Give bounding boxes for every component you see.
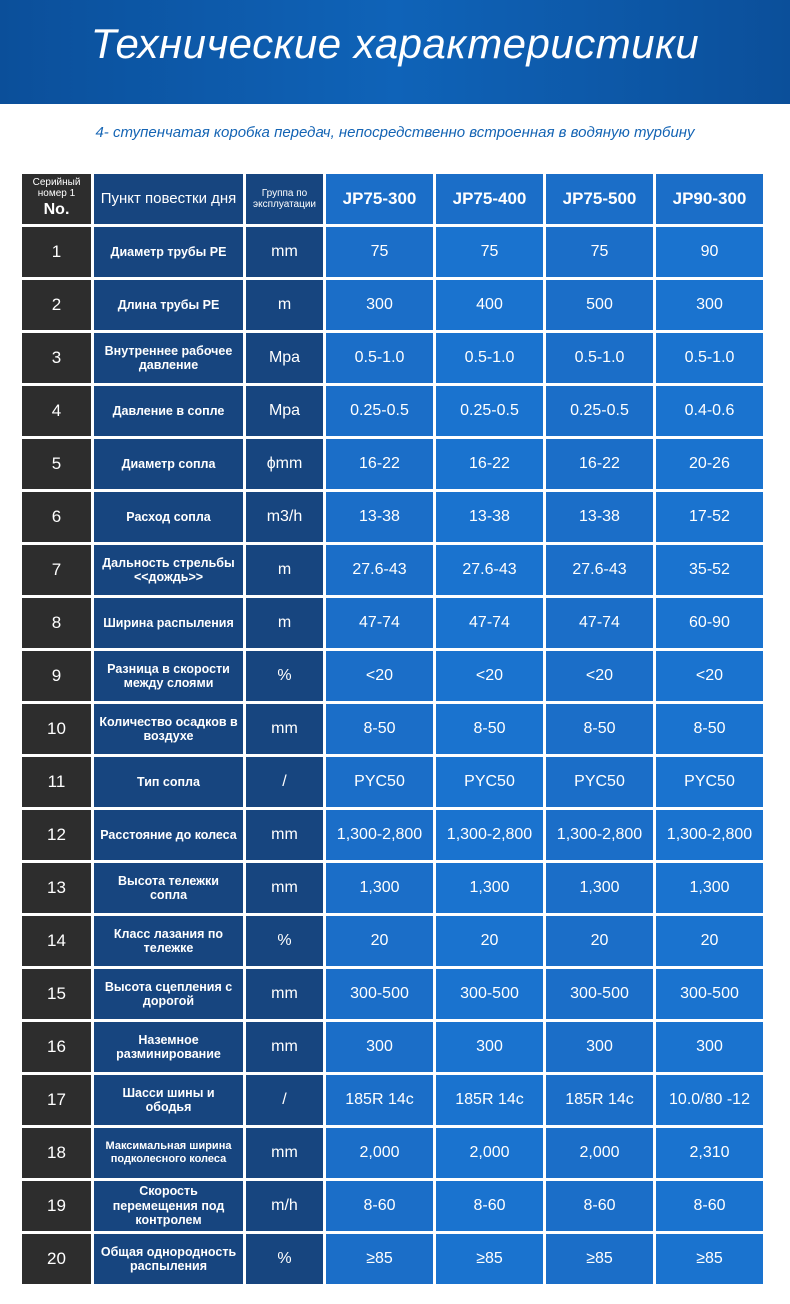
- row-value: 300: [656, 1022, 763, 1072]
- row-unit: %: [246, 1234, 323, 1284]
- row-number: 18: [22, 1128, 91, 1178]
- row-parameter-name: Высота тележки сопла: [94, 863, 243, 913]
- header-serial: [22, 174, 91, 224]
- header-group: Группа по эксплуатации: [246, 174, 323, 224]
- row-value: 20: [546, 916, 653, 966]
- row-value: 90: [656, 227, 763, 277]
- row-value: PYC50: [326, 757, 433, 807]
- spec-table: [22, 174, 763, 1284]
- row-unit: Mpa: [246, 333, 323, 383]
- row-value: 0.5-1.0: [436, 333, 543, 383]
- row-unit: m: [246, 545, 323, 595]
- row-value: 8-50: [656, 704, 763, 754]
- row-value: 10.0/80 -12: [656, 1075, 763, 1125]
- row-value: 300-500: [326, 969, 433, 1019]
- row-unit: mm: [246, 227, 323, 277]
- row-value: 8-50: [326, 704, 433, 754]
- row-number: 1: [22, 227, 91, 277]
- row-unit: m3/h: [246, 492, 323, 542]
- row-value: 16-22: [326, 439, 433, 489]
- row-number: 19: [22, 1181, 91, 1231]
- row-value: 75: [326, 227, 433, 277]
- row-value: 400: [436, 280, 543, 330]
- row-value: 0.5-1.0: [326, 333, 433, 383]
- row-parameter-name: Тип сопла: [94, 757, 243, 807]
- row-value: 16-22: [546, 439, 653, 489]
- row-value: 20-26: [656, 439, 763, 489]
- row-value: ≥85: [546, 1234, 653, 1284]
- row-parameter-name: Максимальная ширина подколесного колеса: [94, 1128, 243, 1178]
- row-value: 8-60: [656, 1181, 763, 1231]
- row-number: 17: [22, 1075, 91, 1125]
- row-parameter-name: Расстояние до колеса: [94, 810, 243, 860]
- row-value: ≥85: [326, 1234, 433, 1284]
- row-number: 12: [22, 810, 91, 860]
- row-value: 8-50: [546, 704, 653, 754]
- row-unit: mm: [246, 810, 323, 860]
- row-unit: /: [246, 1075, 323, 1125]
- row-value: 20: [436, 916, 543, 966]
- row-value: 0.5-1.0: [546, 333, 653, 383]
- row-value: ≥85: [656, 1234, 763, 1284]
- row-value: 47-74: [546, 598, 653, 648]
- row-value: PYC50: [436, 757, 543, 807]
- row-value: ≥85: [436, 1234, 543, 1284]
- row-value: 300: [656, 280, 763, 330]
- row-number: 3: [22, 333, 91, 383]
- row-value: 60-90: [656, 598, 763, 648]
- row-value: 1,300: [326, 863, 433, 913]
- row-parameter-name: Общая однородность распыления: [94, 1234, 243, 1284]
- row-unit: m: [246, 280, 323, 330]
- row-value: 13-38: [546, 492, 653, 542]
- row-value: 75: [436, 227, 543, 277]
- row-parameter-name: Шасси шины и ободья: [94, 1075, 243, 1125]
- row-unit: mm: [246, 704, 323, 754]
- row-value: 16-22: [436, 439, 543, 489]
- row-unit: Mpa: [246, 386, 323, 436]
- header-model: JP90-300: [656, 174, 763, 224]
- row-parameter-name: Расход сопла: [94, 492, 243, 542]
- row-parameter-name: Внутреннее рабочее давление: [94, 333, 243, 383]
- row-value: 0.5-1.0: [656, 333, 763, 383]
- row-parameter-name: Диаметр сопла: [94, 439, 243, 489]
- row-value: 300-500: [436, 969, 543, 1019]
- header-serial-label: Серийный номер 1: [32, 177, 81, 199]
- row-value: <20: [436, 651, 543, 701]
- row-parameter-name: Диаметр трубы PE: [94, 227, 243, 277]
- row-number: 6: [22, 492, 91, 542]
- row-number: 16: [22, 1022, 91, 1072]
- row-value: 2,000: [546, 1128, 653, 1178]
- row-value: 300: [546, 1022, 653, 1072]
- row-value: <20: [326, 651, 433, 701]
- page-title: Технические характеристики: [90, 20, 700, 67]
- row-parameter-name: Давление в сопле: [94, 386, 243, 436]
- row-value: 300: [326, 1022, 433, 1072]
- row-number: 4: [22, 386, 91, 436]
- row-value: 300: [326, 280, 433, 330]
- row-number: 15: [22, 969, 91, 1019]
- row-value: 2,000: [436, 1128, 543, 1178]
- row-value: 8-60: [436, 1181, 543, 1231]
- row-parameter-name: Количество осадков в воздухе: [94, 704, 243, 754]
- row-value: 300: [436, 1022, 543, 1072]
- row-value: 500: [546, 280, 653, 330]
- row-value: 0.25-0.5: [546, 386, 653, 436]
- row-number: 10: [22, 704, 91, 754]
- row-value: 27.6-43: [546, 545, 653, 595]
- row-parameter-name: Дальность стрельбы <<дождь>>: [94, 545, 243, 595]
- row-value: 1,300-2,800: [546, 810, 653, 860]
- row-value: 47-74: [326, 598, 433, 648]
- row-value: 35-52: [656, 545, 763, 595]
- header-serial-no: No.: [43, 201, 70, 219]
- row-number: 20: [22, 1234, 91, 1284]
- row-value: 27.6-43: [436, 545, 543, 595]
- header-item: Пункт повестки дня: [94, 174, 243, 224]
- row-value: 2,000: [326, 1128, 433, 1178]
- row-value: 185R 14c: [436, 1075, 543, 1125]
- row-value: <20: [656, 651, 763, 701]
- row-number: 14: [22, 916, 91, 966]
- row-number: 2: [22, 280, 91, 330]
- row-number: 8: [22, 598, 91, 648]
- row-unit: mm: [246, 863, 323, 913]
- row-value: 1,300-2,800: [436, 810, 543, 860]
- row-unit: m/h: [246, 1181, 323, 1231]
- row-parameter-name: Длина трубы PE: [94, 280, 243, 330]
- row-value: 8-50: [436, 704, 543, 754]
- row-parameter-name: Скорость перемещения под контролем: [94, 1181, 243, 1231]
- header-model: JP75-400: [436, 174, 543, 224]
- row-unit: %: [246, 916, 323, 966]
- row-value: 27.6-43: [326, 545, 433, 595]
- row-unit: m: [246, 598, 323, 648]
- row-value: 2,310: [656, 1128, 763, 1178]
- header-model: JP75-500: [546, 174, 653, 224]
- row-unit: mm: [246, 969, 323, 1019]
- row-number: 13: [22, 863, 91, 913]
- row-value: PYC50: [546, 757, 653, 807]
- row-unit: %: [246, 651, 323, 701]
- row-value: 75: [546, 227, 653, 277]
- row-value: 13-38: [326, 492, 433, 542]
- row-unit: mm: [246, 1022, 323, 1072]
- row-value: 17-52: [656, 492, 763, 542]
- row-value: 1,300: [546, 863, 653, 913]
- row-value: 1,300-2,800: [326, 810, 433, 860]
- row-unit: ϕmm: [246, 439, 323, 489]
- row-value: 185R 14c: [546, 1075, 653, 1125]
- row-value: 8-60: [326, 1181, 433, 1231]
- row-parameter-name: Разница в скорости между слоями: [94, 651, 243, 701]
- row-unit: /: [246, 757, 323, 807]
- row-value: 20: [656, 916, 763, 966]
- row-parameter-name: Ширина распыления: [94, 598, 243, 648]
- page-subtitle: 4- ступенчатая коробка передач, непосредственно встроенная в водяную турбину: [95, 124, 695, 141]
- row-value: 8-60: [546, 1181, 653, 1231]
- row-value: 1,300-2,800: [656, 810, 763, 860]
- row-value: 185R 14c: [326, 1075, 433, 1125]
- row-value: 0.25-0.5: [326, 386, 433, 436]
- row-number: 7: [22, 545, 91, 595]
- row-parameter-name: Класс лазания по тележке: [94, 916, 243, 966]
- row-parameter-name: Наземное разминирование: [94, 1022, 243, 1072]
- row-value: 0.25-0.5: [436, 386, 543, 436]
- row-number: 11: [22, 757, 91, 807]
- row-value: 13-38: [436, 492, 543, 542]
- row-number: 5: [22, 439, 91, 489]
- row-value: <20: [546, 651, 653, 701]
- row-value: 300-500: [546, 969, 653, 1019]
- row-value: PYC50: [656, 757, 763, 807]
- row-parameter-name: Высота сцепления с дорогой: [94, 969, 243, 1019]
- row-value: 300-500: [656, 969, 763, 1019]
- row-value: 1,300: [436, 863, 543, 913]
- row-value: 47-74: [436, 598, 543, 648]
- title-banner: [0, 0, 790, 104]
- header-model: JP75-300: [326, 174, 433, 224]
- row-value: 20: [326, 916, 433, 966]
- row-value: 0.4-0.6: [656, 386, 763, 436]
- row-unit: mm: [246, 1128, 323, 1178]
- row-value: 1,300: [656, 863, 763, 913]
- row-number: 9: [22, 651, 91, 701]
